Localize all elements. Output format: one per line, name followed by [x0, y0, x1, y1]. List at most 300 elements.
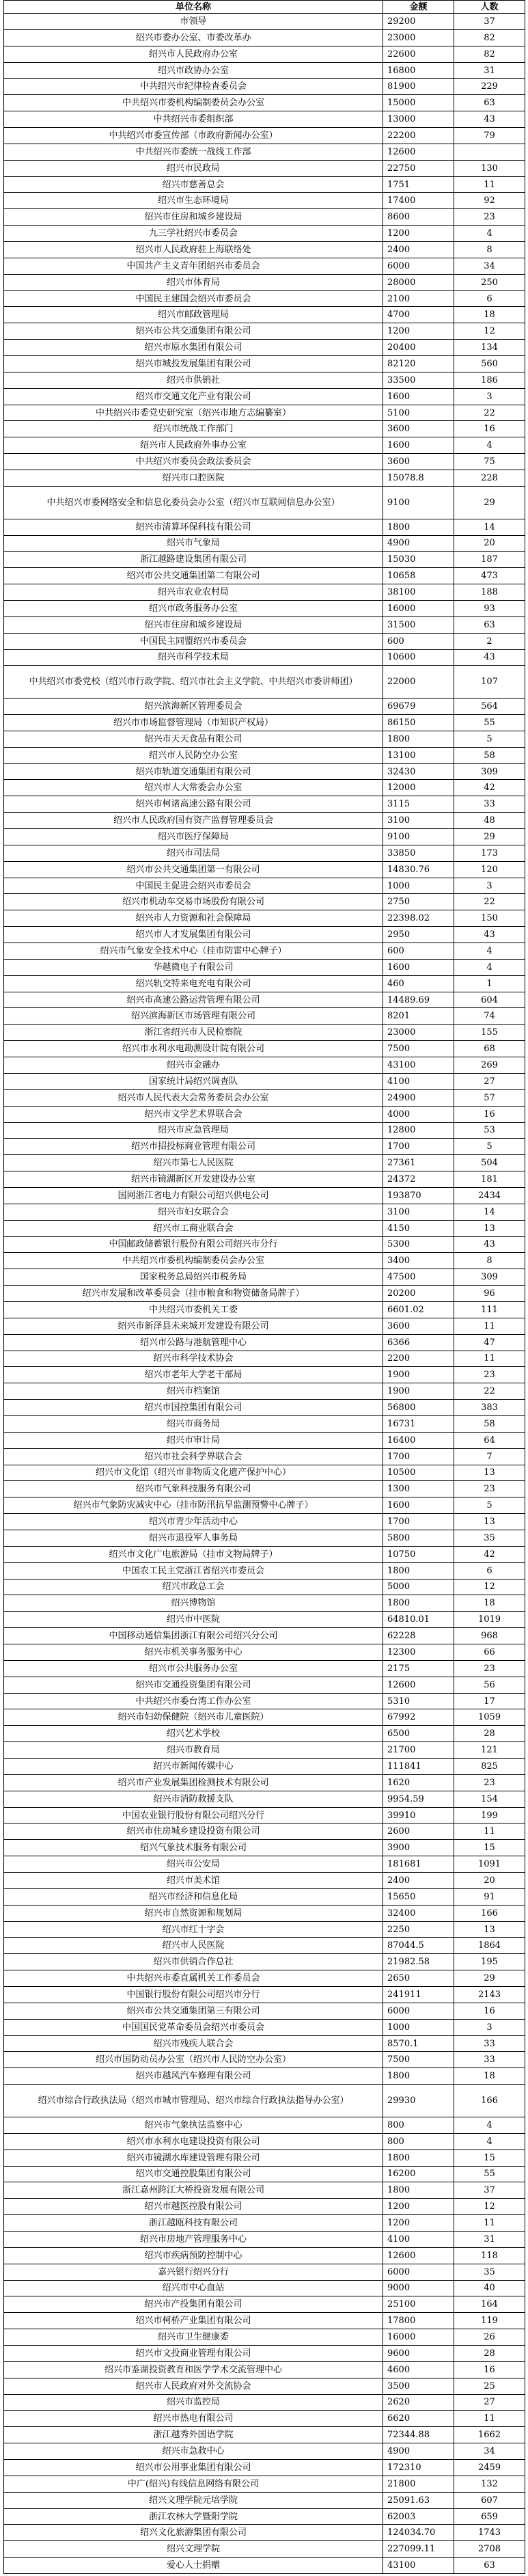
- table-row: [4, 927, 525, 943]
- table-row: [4, 2199, 525, 2215]
- table-row: [4, 2525, 525, 2541]
- cell-unit-name: 绍兴市气象防灾减灾中心（挂市防汛抗旱监测预警中心牌子）: [4, 1497, 383, 1514]
- cell-count: 22: [454, 894, 525, 910]
- cell-unit-name: 绍兴市人民医院: [4, 1938, 383, 1954]
- cell-count: 58: [454, 1415, 525, 1432]
- table-row: [4, 1139, 525, 1155]
- cell-unit-name: 国家税务总局绍兴市税务局: [4, 1269, 383, 1286]
- cell-amount: 21982.58: [383, 1954, 454, 1970]
- cell-count: 2708: [454, 2541, 525, 2558]
- cell-amount: 600: [383, 633, 454, 649]
- table-row: [4, 1008, 525, 1025]
- cell-count: 22: [454, 405, 525, 421]
- table-row: [4, 454, 525, 470]
- cell-count: 96: [454, 1286, 525, 1302]
- table-row: [4, 1432, 525, 1448]
- cell-unit-name: 绍兴市气象执法监察中心: [4, 2117, 383, 2133]
- cell-amount: 2400: [383, 1873, 454, 1889]
- table-row: [4, 552, 525, 568]
- cell-amount: 14830.76: [383, 861, 454, 878]
- cell-unit-name: 九三学社绍兴市委员会: [4, 226, 383, 242]
- table-row: [4, 1921, 525, 1938]
- cell-count: 154: [454, 1791, 525, 1807]
- cell-unit-name: 绍兴滨海新区市场管理有限公司: [4, 1008, 383, 1025]
- cell-count: 250: [454, 274, 525, 290]
- cell-amount: 31500: [383, 616, 454, 633]
- cell-unit-name: 绍兴市综合行政执法局（绍兴市城市管理局、绍兴市综合行政执法指导办公室）: [4, 2085, 383, 2117]
- cell-unit-name: 绍兴市供销合作总社: [4, 1954, 383, 1970]
- cell-count: 34: [454, 2443, 525, 2460]
- cell-amount: 1200: [383, 2199, 454, 2215]
- cell-unit-name: 中共绍兴市委直属机关工作委员会: [4, 1970, 383, 1987]
- cell-count: 195: [454, 1954, 525, 1970]
- header-unit-name: 单位名称: [4, 1, 383, 14]
- table-row: [4, 95, 525, 111]
- table-row: [4, 1595, 525, 1612]
- cell-amount: 4100: [383, 1073, 454, 1089]
- table-row: [4, 290, 525, 307]
- table-row: [4, 176, 525, 193]
- cell-unit-name: 绍兴市统战工作部门: [4, 421, 383, 437]
- table-row: [4, 568, 525, 584]
- table-row: [4, 1612, 525, 1628]
- cell-amount: 4600: [383, 2361, 454, 2378]
- cell-amount: 43100: [383, 2558, 454, 2574]
- cell-unit-name: 嘉兴银行绍兴分行: [4, 2264, 383, 2280]
- cell-amount: 67992: [383, 1709, 454, 1726]
- cell-count: 1091: [454, 1856, 525, 1873]
- table-row: [4, 2443, 525, 2460]
- table-row: [4, 1644, 525, 1661]
- cell-count: 29: [454, 486, 525, 519]
- cell-count: 74: [454, 1008, 525, 1025]
- table-row: [4, 193, 525, 209]
- cell-count: 4: [454, 2133, 525, 2150]
- cell-amount: 28000: [383, 274, 454, 290]
- cell-unit-name: 绍兴市轨道交通集团有限公司: [4, 763, 383, 780]
- cell-unit-name: 绍兴市政总工会: [4, 1579, 383, 1595]
- cell-unit-name: 绍兴市文化馆（绍兴市非物质文化遗产保护中心）: [4, 1465, 383, 1481]
- cell-unit-name: 绍兴市供销社: [4, 372, 383, 388]
- cell-unit-name: 绍兴市水利水电建设投资有限公司: [4, 2133, 383, 2150]
- cell-unit-name: 绍兴轨交特来电充电有限公司: [4, 975, 383, 992]
- cell-unit-name: 绍兴市妇幼保健院（绍兴市儿童医院）: [4, 1709, 383, 1726]
- cell-count: 82: [454, 46, 525, 62]
- cell-unit-name: 绍兴市发展和改革委员会（挂市粮食和物资储备局牌子）: [4, 1286, 383, 1302]
- cell-unit-name: 绍兴市卫生健康委: [4, 2329, 383, 2346]
- cell-unit-name: 绍兴市公路与港航管理中心: [4, 1334, 383, 1351]
- table-row: [4, 1628, 525, 1644]
- table-row: [4, 1041, 525, 1057]
- cell-amount: 124034.70: [383, 2525, 454, 2541]
- cell-count: 82: [454, 29, 525, 46]
- cell-amount: 4900: [383, 535, 454, 552]
- cell-count: 564: [454, 699, 525, 715]
- cell-unit-name: 绍兴市公共交通集团第二有限公司: [4, 568, 383, 584]
- table-row: [4, 2019, 525, 2035]
- cell-count: 37: [454, 14, 525, 30]
- cell-amount: 16000: [383, 600, 454, 616]
- table-row: [4, 1791, 525, 1807]
- cell-count: 4: [454, 2117, 525, 2133]
- cell-count: 22: [454, 1383, 525, 1400]
- cell-unit-name: 绍兴市文投商业管理有限公司: [4, 2345, 383, 2361]
- table-row: [4, 2003, 525, 2019]
- cell-count: 166: [454, 1905, 525, 1921]
- cell-count: 173: [454, 845, 525, 861]
- cell-count: 199: [454, 1807, 525, 1823]
- table-row: [4, 1546, 525, 1562]
- table-row: [4, 861, 525, 878]
- table-row: [4, 2460, 525, 2476]
- cell-amount: 1800: [383, 1595, 454, 1612]
- cell-unit-name: 国家统计局绍兴调查队: [4, 1073, 383, 1089]
- cell-amount: 16200: [383, 2166, 454, 2182]
- table-row: [4, 372, 525, 388]
- table-row: [4, 1236, 525, 1253]
- cell-unit-name: 绍兴市科学技术局: [4, 649, 383, 666]
- cell-count: 4: [454, 437, 525, 454]
- table-row: [4, 2411, 525, 2427]
- cell-amount: 8570.1: [383, 2035, 454, 2052]
- cell-amount: 62228: [383, 1628, 454, 1644]
- cell-unit-name: 市领导: [4, 14, 383, 30]
- cell-count: 188: [454, 584, 525, 601]
- cell-amount: 47500: [383, 1269, 454, 1286]
- table-row: [4, 1057, 525, 1074]
- cell-count: 29: [454, 829, 525, 845]
- cell-count: 12: [454, 2199, 525, 2215]
- cell-unit-name: 绍兴市文学艺术界联合会: [4, 1106, 383, 1122]
- cell-amount: 20400: [383, 340, 454, 356]
- table-row: [4, 959, 525, 975]
- cell-amount: 13000: [383, 111, 454, 128]
- cell-count: 16: [454, 421, 525, 437]
- table-row: [4, 1579, 525, 1595]
- cell-amount: 25091.63: [383, 2492, 454, 2508]
- cell-amount: 3100: [383, 813, 454, 829]
- cell-amount: 17400: [383, 193, 454, 209]
- cell-count: 130: [454, 160, 525, 176]
- cell-unit-name: 绍兴市中心血站: [4, 2280, 383, 2296]
- cell-amount: 111841: [383, 1759, 454, 1775]
- table-row: [4, 910, 525, 927]
- cell-count: 120: [454, 861, 525, 878]
- table-row: [4, 780, 525, 796]
- cell-unit-name: 中共绍兴市委机关工委: [4, 1301, 383, 1318]
- cell-unit-name: 绍兴市生态环境局: [4, 193, 383, 209]
- cell-count: 63: [454, 616, 525, 633]
- cell-unit-name: 浙江嘉州跨江大桥投资发展有限公司: [4, 2182, 383, 2199]
- cell-unit-name: 绍兴市住房和城乡建设局: [4, 209, 383, 226]
- cell-count: 3: [454, 388, 525, 405]
- cell-unit-name: 绍兴市人民代表大会常务委员会办公室: [4, 1089, 383, 1106]
- table-row: [4, 307, 525, 323]
- cell-count: 187: [454, 552, 525, 568]
- cell-amount: 12300: [383, 1644, 454, 1661]
- cell-amount: 22000: [383, 666, 454, 699]
- table-row: [4, 2329, 525, 2346]
- table-row: [4, 2247, 525, 2264]
- table-row: [4, 1383, 525, 1400]
- table-row: [4, 1497, 525, 1514]
- cell-count: 18: [454, 307, 525, 323]
- cell-count: 43: [454, 649, 525, 666]
- table-row: [4, 1301, 525, 1318]
- cell-unit-name: 绍兴市人才发展集团有限公司: [4, 927, 383, 943]
- cell-count: 560: [454, 356, 525, 372]
- cell-amount: 1200: [383, 323, 454, 340]
- cell-unit-name: 绍兴市住房和城乡建设局: [4, 616, 383, 633]
- cell-amount: 193870: [383, 1187, 454, 1204]
- cell-amount: 12800: [383, 1122, 454, 1139]
- table-row: [4, 943, 525, 960]
- cell-count: 29: [454, 1970, 525, 1987]
- cell-count: 107: [454, 666, 525, 699]
- cell-count: 18: [454, 2068, 525, 2085]
- cell-amount: 3600: [383, 454, 454, 470]
- cell-unit-name: 绍兴市新泽县未来城开发建设有限公司: [4, 1318, 383, 1334]
- cell-unit-name: 绍兴市公共交通集团第三有限公司: [4, 2003, 383, 2019]
- table-row: [4, 1122, 525, 1139]
- cell-unit-name: 绍兴市气象局: [4, 535, 383, 552]
- cell-amount: 6000: [383, 258, 454, 274]
- table-row: [4, 160, 525, 176]
- cell-amount: 17800: [383, 2313, 454, 2329]
- cell-amount: 1700: [383, 1139, 454, 1155]
- table-row: [4, 1481, 525, 1497]
- cell-count: 57: [454, 1089, 525, 1106]
- cell-amount: 39910: [383, 1807, 454, 1823]
- table-row: [4, 878, 525, 894]
- cell-amount: 6000: [383, 2264, 454, 2280]
- cell-amount: 15000: [383, 95, 454, 111]
- cell-amount: 800: [383, 2117, 454, 2133]
- cell-amount: 22200: [383, 128, 454, 144]
- cell-amount: 2250: [383, 1921, 454, 1938]
- table-row: [4, 1840, 525, 1856]
- table-row: [4, 829, 525, 845]
- cell-unit-name: 绍兴市人民政府驻上海联络处: [4, 242, 383, 258]
- table-row: [4, 2296, 525, 2313]
- cell-count: 504: [454, 1155, 525, 1171]
- cell-count: 473: [454, 568, 525, 584]
- cell-amount: 10500: [383, 1465, 454, 1481]
- cell-unit-name: 绍兴市招投标商业管理有限公司: [4, 1139, 383, 1155]
- table-row: [4, 747, 525, 763]
- table-row: [4, 1987, 525, 2003]
- cell-unit-name: 中广(绍兴)有线信息网络有限公司: [4, 2476, 383, 2492]
- table-row: [4, 715, 525, 731]
- cell-unit-name: 中共绍兴市委机构编制委员会办公室: [4, 95, 383, 111]
- cell-unit-name: 绍兴市越医控股有限公司: [4, 2199, 383, 2215]
- cell-amount: 1600: [383, 959, 454, 975]
- cell-count: 42: [454, 780, 525, 796]
- cell-amount: 4900: [383, 2443, 454, 2460]
- cell-count: 181: [454, 1171, 525, 1188]
- cell-amount: 3100: [383, 1204, 454, 1220]
- table-row: [4, 1400, 525, 1416]
- cell-count: 5: [454, 1139, 525, 1155]
- cell-amount: 1600: [383, 1497, 454, 1514]
- cell-amount: 62003: [383, 2508, 454, 2525]
- cell-unit-name: 绍兴市妇女联合会: [4, 1204, 383, 1220]
- cell-unit-name: 中共绍兴市委台湾工作办公室: [4, 1693, 383, 1709]
- table-row: [4, 1204, 525, 1220]
- table-row: [4, 2508, 525, 2525]
- cell-amount: 32400: [383, 1905, 454, 1921]
- table-row: [4, 62, 525, 79]
- cell-amount: 10658: [383, 568, 454, 584]
- table-row: [4, 111, 525, 128]
- cell-count: 383: [454, 1400, 525, 1416]
- cell-amount: 29930: [383, 2085, 454, 2117]
- cell-amount: 25100: [383, 2296, 454, 2313]
- cell-count: 27: [454, 2394, 525, 2411]
- cell-unit-name: 绍兴市公共交通集团有限公司: [4, 323, 383, 340]
- table-row: [4, 1171, 525, 1188]
- cell-count: 2143: [454, 1987, 525, 2003]
- table-row: [4, 2150, 525, 2166]
- table-row: [4, 486, 525, 519]
- cell-count: 64: [454, 1432, 525, 1448]
- cell-amount: 1900: [383, 1383, 454, 1400]
- cell-count: 53: [454, 1122, 525, 1139]
- table-row: [4, 1888, 525, 1905]
- cell-count: 3: [454, 878, 525, 894]
- table-row: [4, 14, 525, 30]
- cell-amount: 3500: [383, 2378, 454, 2394]
- cell-amount: 16000: [383, 2329, 454, 2346]
- cell-amount: 3400: [383, 1253, 454, 1269]
- table-row: [4, 813, 525, 829]
- cell-count: 269: [454, 1057, 525, 1074]
- cell-amount: 1700: [383, 1448, 454, 1465]
- cell-amount: 600: [383, 943, 454, 960]
- cell-unit-name: 绍兴市人民政府对外交流协会: [4, 2378, 383, 2394]
- table-row: [4, 894, 525, 910]
- cell-unit-name: 绍兴市农业农村局: [4, 584, 383, 601]
- cell-unit-name: 中共绍兴市委组织部: [4, 111, 383, 128]
- cell-amount: 27361: [383, 1155, 454, 1171]
- cell-amount: 172310: [383, 2460, 454, 2476]
- table-row: [4, 699, 525, 715]
- table-row: [4, 1726, 525, 1742]
- cell-count: 33: [454, 796, 525, 813]
- cell-count: 35: [454, 2264, 525, 2280]
- cell-count: 34: [454, 258, 525, 274]
- cell-amount: 4700: [383, 307, 454, 323]
- table-row: [4, 1693, 525, 1709]
- cell-unit-name: 绍兴市交通文化产业有限公司: [4, 388, 383, 405]
- cell-amount: 9100: [383, 486, 454, 519]
- cell-unit-name: 绍兴市急救中心: [4, 2443, 383, 2460]
- table-row: [4, 616, 525, 633]
- cell-unit-name: 绍兴市金融办: [4, 1057, 383, 1074]
- cell-count: 28: [454, 2345, 525, 2361]
- cell-amount: 7500: [383, 2052, 454, 2068]
- cell-amount: 69679: [383, 699, 454, 715]
- cell-amount: 12600: [383, 144, 454, 160]
- cell-amount: 16400: [383, 1432, 454, 1448]
- cell-unit-name: 绍兴市产业发展集团检测技术有限公司: [4, 1774, 383, 1791]
- table-row: [4, 1073, 525, 1089]
- cell-unit-name: 绍兴市气象安全技术中心（挂市防雷中心牌子）: [4, 943, 383, 960]
- cell-unit-name: 绍兴文化旅游集团有限公司: [4, 2525, 383, 2541]
- cell-count: 18: [454, 1595, 525, 1612]
- cell-count: 23: [454, 1660, 525, 1677]
- cell-count: 1019: [454, 1612, 525, 1628]
- cell-amount: 1600: [383, 437, 454, 454]
- cell-unit-name: 绍兴市公共交通集团第一有限公司: [4, 861, 383, 878]
- cell-unit-name: 绍兴市公共服务办公室: [4, 1660, 383, 1677]
- cell-count: 2: [454, 633, 525, 649]
- table-row: [4, 1562, 525, 1579]
- cell-unit-name: 绍兴市市场监督管理局（市知识产权局）: [4, 715, 383, 731]
- cell-amount: 10600: [383, 649, 454, 666]
- cell-amount: 5310: [383, 1693, 454, 1709]
- header-amount: 金额: [383, 1, 454, 14]
- cell-count: 43: [454, 111, 525, 128]
- cell-count: 15: [454, 1840, 525, 1856]
- cell-unit-name: 国网浙江省电力有限公司绍兴供电公司: [4, 1187, 383, 1204]
- table-row: [4, 1415, 525, 1432]
- cell-count: 11: [454, 1823, 525, 1840]
- table-row: [4, 144, 525, 160]
- cell-count: 43: [454, 927, 525, 943]
- cell-unit-name: 绍兴市热电有限公司: [4, 2411, 383, 2427]
- cell-unit-name: 绍兴市疾病预防控制中心: [4, 2247, 383, 2264]
- cell-count: 20: [454, 535, 525, 552]
- table-row: [4, 1677, 525, 1693]
- cell-amount: 8201: [383, 1008, 454, 1025]
- cell-count: 26: [454, 2329, 525, 2346]
- cell-amount: 22600: [383, 46, 454, 62]
- cell-amount: 1200: [383, 226, 454, 242]
- cell-count: 23: [454, 1774, 525, 1791]
- cell-amount: 6620: [383, 2411, 454, 2427]
- cell-unit-name: 绍兴市医疗保障局: [4, 829, 383, 845]
- table-row: [4, 340, 525, 356]
- cell-amount: 241911: [383, 1987, 454, 2003]
- table-row: [4, 600, 525, 616]
- table-row: [4, 242, 525, 258]
- cell-unit-name: 绍兴市城投发展集团有限公司: [4, 356, 383, 372]
- cell-count: 309: [454, 1269, 525, 1286]
- cell-count: 43: [454, 1236, 525, 1253]
- table-row: [4, 2492, 525, 2508]
- table-row: [4, 1318, 525, 1334]
- cell-count: 4: [454, 959, 525, 975]
- cell-count: 55: [454, 715, 525, 731]
- cell-unit-name: 绍兴市柯桥产业集团有限公司: [4, 2313, 383, 2329]
- cell-amount: 9000: [383, 2280, 454, 2296]
- cell-unit-name: 绍兴博物馆: [4, 1595, 383, 1612]
- table-row: [4, 388, 525, 405]
- cell-unit-name: 绍兴市高速公路运营管理有限公司: [4, 992, 383, 1008]
- cell-count: 659: [454, 2508, 525, 2525]
- cell-count: 229: [454, 79, 525, 95]
- cell-unit-name: 绍兴市国防动员办公室（绍兴市人民防空办公室）: [4, 2052, 383, 2068]
- cell-amount: 4100: [383, 2231, 454, 2247]
- table-row: [4, 2231, 525, 2247]
- cell-count: 4: [454, 943, 525, 960]
- table-row: [4, 2117, 525, 2133]
- cell-amount: 1200: [383, 2215, 454, 2232]
- cell-unit-name: 中共绍兴市委员会政法委员会: [4, 454, 383, 470]
- cell-amount: 14489.69: [383, 992, 454, 1008]
- cell-unit-name: 绍兴市消防救援支队: [4, 1791, 383, 1807]
